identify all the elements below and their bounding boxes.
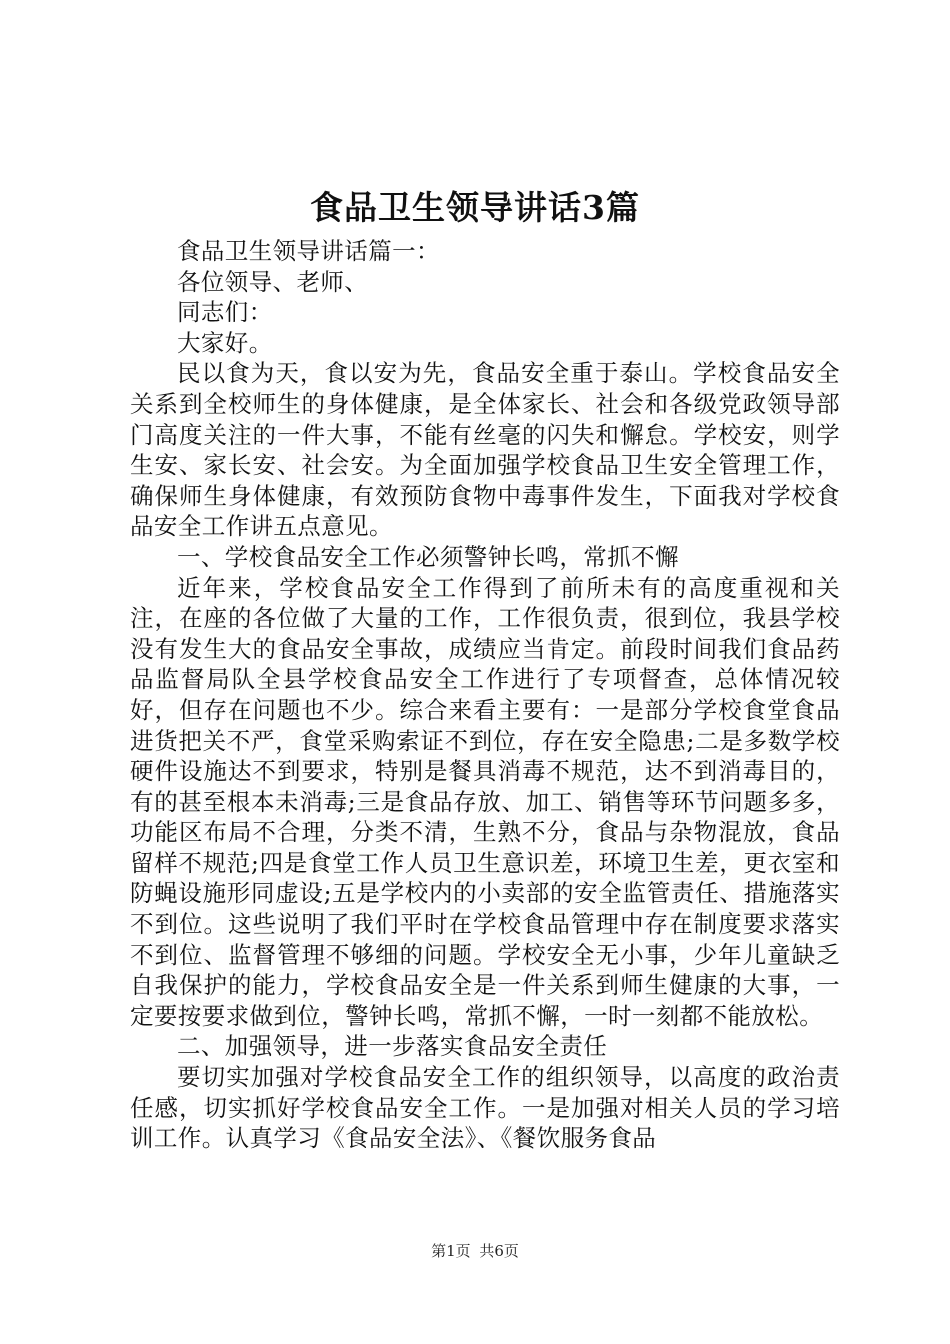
page-total: 共6页 <box>479 1242 519 1260</box>
body-paragraph: 民以食为天，食以安为先，食品安全重于泰山。学校食品安全关系到全校师生的身体健康，是全体家长、社会和各级党政领导部门高度关注的一件大事，不能有丝毫的闪失和懈怠。学校安，则学生安、家长安、社会安。为全面加强学校食品卫生安全管理工作，确保师生身体健康，有效预防食物中毒事件发生，下面我对学校食品安全工作讲五点意见。 <box>130 359 840 541</box>
greeting-line: 大家好。 <box>177 328 273 357</box>
document-body <box>130 236 840 1154</box>
salutation-line: 各位领导、老师、 <box>177 267 369 296</box>
page-number: 第1页 <box>431 1242 471 1260</box>
body-paragraph: 近年来，学校食品安全工作得到了前所未有的高度重视和关注，在座的各位做了大量的工作，工作很负责，很到位，我县学校没有发生大的食品安全事故，成绩应当肯定。前段时间我们食品药品监督局队全县学校食品安全工作进行了专项督查，总体情况较好，但存在问题也不少。综合来看主要有：一是部分学校食堂食品进货把关不严，食堂采购索证不到位，存在安全隐患;二是多数学校硬件设施达不到要求，特别是餐具消毒不规范，达不到消毒目的，有的甚至根本未消毒;三是食品存放、加工、销售等环节问题多多，功能区布局不合理，分类不清，生熟不分，食品与杂物混放，食品留样不规范;四是食堂工作人员卫生意识差，环境卫生差，更衣室和防蝇设施形同虚设;五是学校内的小卖部的安全监管责任、措施落实不到位。这些说明了我们平时在学校食品管理中存在制度要求落实不到位、监督管理不够细的问题。学校安全无小事，少年儿童缺乏自我保护的能力，学校食品安全是一件关系到师生健康的大事，一定要按要求做到位，警钟长鸣，常抓不懈，一时一刻都不能放松。 <box>130 573 840 1030</box>
salutation-line: 同志们： <box>177 298 273 327</box>
section-heading: 二、加强领导，进一步落实食品安全责任 <box>177 1032 608 1061</box>
section-heading: 一、学校食品安全工作必须警钟长鸣，常抓不懈 <box>177 542 679 571</box>
body-paragraph: 要切实加强对学校食品安全工作的组织领导，以高度的政治责任感，切实抓好学校食品安全工作。一是加强对相关人员的学习培训工作。认真学习《食品安全法》、《餐饮服务食品 <box>130 1063 840 1153</box>
page-footer <box>0 1241 950 1261</box>
section-heading: 食品卫生领导讲话篇一： <box>177 237 440 265</box>
document-title: 食品卫生领导讲话3篇 <box>310 188 640 227</box>
